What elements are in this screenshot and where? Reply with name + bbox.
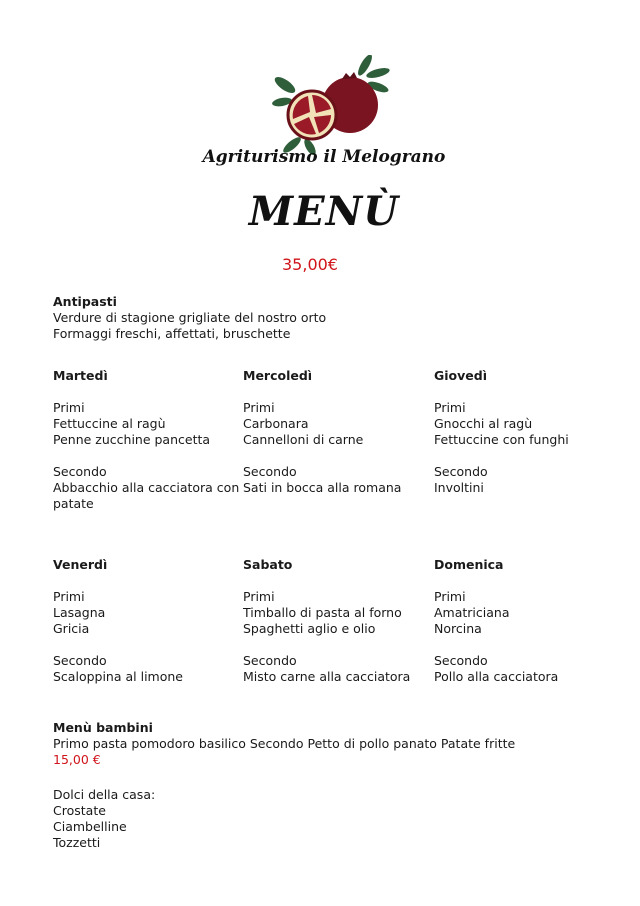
brand-name: Agriturismo il Melograno	[202, 147, 446, 167]
antipasti-section	[53, 294, 326, 342]
day-menu-1	[53, 368, 238, 512]
antipasti-heading: Antipasti	[53, 294, 117, 309]
secondo-item: Involtini	[434, 480, 484, 495]
menu-price: 35,00€	[282, 255, 338, 274]
bambini-price: 15,00 €	[53, 752, 101, 767]
primi-item: Gnocchi al ragù	[434, 416, 533, 431]
antipasti-item: Formaggi freschi, affettati, bruschette	[53, 326, 291, 341]
day-heading: Martedì	[53, 368, 108, 383]
secondo-item: patate	[53, 496, 94, 511]
dolci-item: Ciambelline	[53, 819, 127, 834]
bambini-heading: Menù bambini	[53, 720, 153, 735]
day-heading: Giovedì	[434, 368, 487, 383]
primi-label: Primi	[434, 400, 466, 415]
primi-item: Timballo di pasta al forno	[243, 605, 402, 620]
primi-item: Penne zucchine pancetta	[53, 432, 211, 447]
primi-item: Norcina	[434, 621, 482, 636]
day-heading: Sabato	[243, 557, 293, 572]
day-heading: Venerdì	[53, 557, 108, 572]
secondo-item: Scaloppina al limone	[53, 669, 183, 684]
antipasti-item: Verdure di stagione grigliate del nostro orto	[53, 310, 327, 325]
primi-item: Gricia	[53, 621, 90, 636]
day-menu-2	[243, 368, 428, 496]
secondo-item: Abbacchio alla cacciatora con	[53, 480, 240, 495]
secondo-label: Secondo	[434, 464, 488, 479]
secondo-label: Secondo	[53, 464, 107, 479]
primi-item: Spaghetti aglio e olio	[243, 621, 376, 636]
dolci-item: Tozzetti	[53, 835, 101, 850]
primi-label: Primi	[434, 589, 466, 604]
secondo-item: Sati in bocca alla romana	[243, 480, 402, 495]
secondo-item: Misto carne alla cacciatora	[243, 669, 411, 684]
day-heading: Mercoledì	[243, 368, 313, 383]
pomegranate-logo-icon	[270, 55, 395, 155]
day-menu-5	[243, 557, 428, 685]
day-menu-6	[434, 557, 619, 685]
bambini-description: Primo pasta pomodoro basilico Secondo Petto di pollo panato Patate fritte	[53, 736, 516, 751]
primi-item: Carbonara	[243, 416, 309, 431]
primi-item: Cannelloni di carne	[243, 432, 364, 447]
day-menu-3	[434, 368, 619, 496]
primi-item: Amatriciana	[434, 605, 510, 620]
dolci-item: Crostate	[53, 803, 106, 818]
primi-item: Fettuccine con funghi	[434, 432, 569, 447]
day-menu-4	[53, 557, 238, 685]
bambini-section	[53, 720, 515, 768]
dolci-section	[53, 787, 155, 851]
primi-item: Fettuccine al ragù	[53, 416, 166, 431]
secondo-label: Secondo	[434, 653, 488, 668]
primi-label: Primi	[53, 400, 85, 415]
primi-label: Primi	[243, 400, 275, 415]
dolci-heading: Dolci della casa:	[53, 787, 156, 802]
secondo-label: Secondo	[53, 653, 107, 668]
secondo-label: Secondo	[243, 464, 297, 479]
secondo-item: Pollo alla cacciatora	[434, 669, 559, 684]
primi-label: Primi	[53, 589, 85, 604]
primi-item: Lasagna	[53, 605, 106, 620]
day-heading: Domenica	[434, 557, 504, 572]
secondo-label: Secondo	[243, 653, 297, 668]
primi-label: Primi	[243, 589, 275, 604]
page-title: MENÙ	[248, 188, 400, 235]
